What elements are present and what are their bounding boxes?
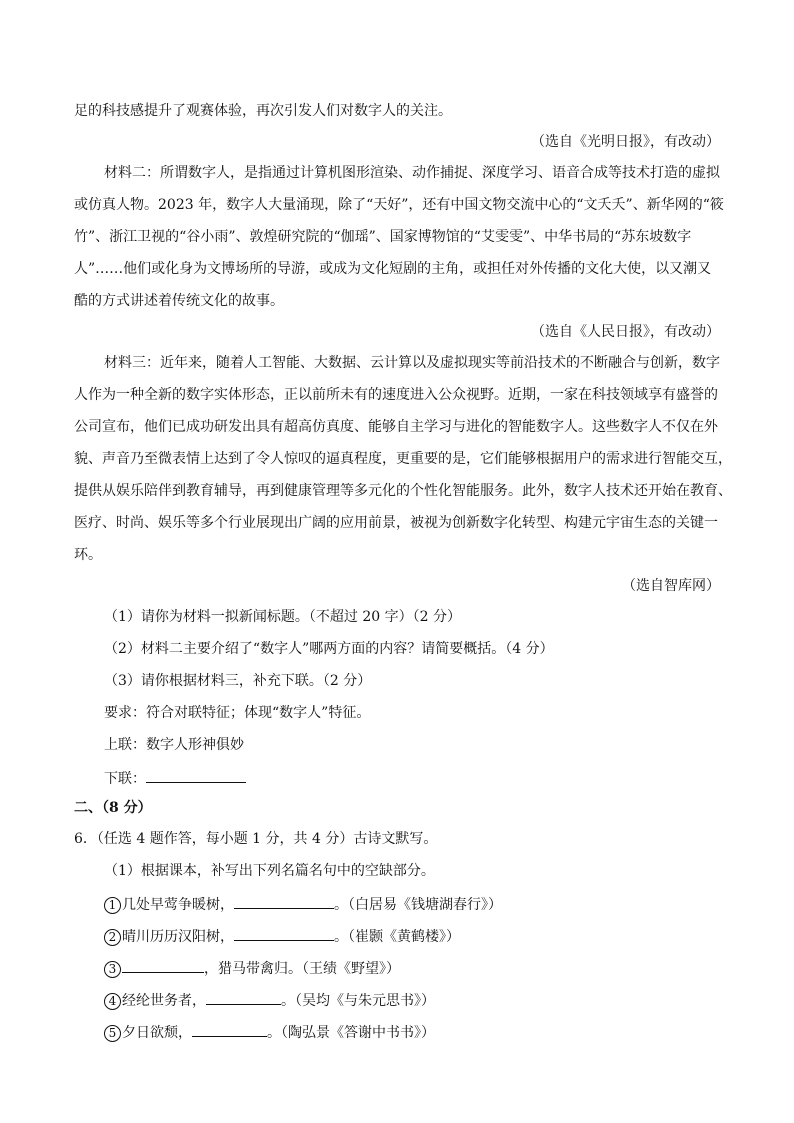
poem-line-5 (104, 1021, 435, 1043)
material3-line: 貌、声音乃至微表情上达到了令人惊叹的逼真程度，更重要的是，它们能够根据用户的需求进行智能交互， (74, 451, 732, 467)
poem-text-after: ，猎马带禽归。（王绩《野望》） (204, 961, 400, 977)
material3-line: 材料三：近年来，随着人工智能、大数据、云计算以及虚拟现实等前沿技术的不断融合与创新，数字 (104, 355, 720, 371)
circled-number: 4 (104, 993, 121, 1010)
question-6-1: （1）根据课本，补写出下列名篇名句中的空缺部分。 (104, 863, 435, 879)
source-citation: （选自智库网） (622, 578, 720, 594)
couplet-upper: 上联：数字人形神俱妙 (104, 737, 244, 753)
question-1: （1）请你为材料一拟新闻标题。（不超过 20 字）（2 分） (104, 609, 461, 625)
answer-blank[interactable] (234, 893, 334, 909)
poem-text-before: 几处早莺争暖树， (122, 897, 234, 913)
poem-text-after: 。（崔颢《黄鹤楼》） (334, 929, 460, 945)
circled-number: 1 (104, 897, 121, 914)
poem-line-1 (104, 893, 502, 915)
poem-line-3 (104, 957, 400, 979)
section-heading: 二、（8 分） (74, 800, 152, 816)
question-requirement: 要求：符合对联特征；体现“数字人”特征。 (104, 705, 371, 721)
poem-text-after: 。（陶弘景《答谢中书书》） (267, 1025, 435, 1041)
poem-line-2 (104, 925, 460, 947)
poem-text-before: 夕日欲颓， (122, 1025, 192, 1041)
poem-text-before: 经纶世务者， (122, 993, 206, 1009)
material3-line: 公司宣布，他们已成功研发出具有超高仿真度、能够自主学习与进化的智能数字人。这些数字人不仅在外 (74, 419, 718, 435)
material2-line: 酷的方式讲述着传统文化的故事。 (74, 293, 284, 309)
material3-line: 医疗、时尚、娱乐等多个行业展现出广阔的应用前景，被视为创新数字化转型、构建元宇宙生态的关键一 (74, 515, 718, 531)
answer-blank[interactable] (192, 1021, 267, 1037)
circled-number: 5 (104, 1025, 121, 1042)
answer-blank[interactable] (146, 767, 246, 783)
circled-number: 3 (104, 961, 121, 978)
question-2: （2）材料二主要介绍了“数字人”哪两方面的内容？请简要概括。（4 分） (104, 641, 554, 657)
poem-text-after: 。（吴均《与朱元思书》） (281, 993, 435, 1009)
material2-line: 或仿真人物。2023 年，数字人大量涌现，除了“天好”，还有中国文物交流中心的“文夭夭”、新华网的“筱 (74, 197, 724, 213)
source-citation: （选自《人民日报》，有改动） (531, 324, 720, 340)
circled-number: 2 (104, 929, 121, 946)
answer-blank[interactable] (206, 989, 281, 1005)
couplet-lower-label: 下联： (104, 771, 146, 787)
material3-line: 环。 (74, 547, 102, 563)
material3-line: 提供从娱乐陪伴到教育辅导，再到健康管理等多元化的个性化智能服务。此外，数字人技术还开始在教育、 (74, 483, 732, 499)
answer-blank[interactable] (234, 925, 334, 941)
paragraph-line: 足的科技感提升了观赛体验，再次引发人们对数字人的关注。 (74, 103, 452, 119)
question-3: （3）请你根据材料三，补充下联。（2 分） (104, 673, 372, 689)
poem-text-after: 。（白居易《钱塘湖春行》） (334, 897, 502, 913)
couplet-lower (104, 767, 246, 789)
question-6: 6．（任选 4 题作答，每小题 1 分，共 4 分）古诗文默写。 (74, 831, 438, 847)
material2-line: 材料二：所谓数字人，是指通过计算机图形渲染、动作捕捉、深度学习、语音合成等技术打造的虚拟 (104, 165, 720, 181)
material3-line: 人作为一种全新的数字实体形态，正以前所未有的速度进入公众视野。近期，一家在科技领域享有盛誉的 (74, 387, 718, 403)
poem-line-4 (104, 989, 435, 1011)
poem-text-before: 晴川历历汉阳树， (122, 929, 234, 945)
source-citation: （选自《光明日报》，有改动） (531, 134, 720, 150)
material2-line: 人”……他们或化身为文博场所的导游，或成为文化短剧的主角，或担任对外传播的文化大使，以又潮又 (74, 261, 712, 277)
answer-blank[interactable] (122, 957, 204, 973)
material2-line: 竹”、浙江卫视的“谷小雨”、敦煌研究院的“伽瑶”、国家博物馆的“艾雯雯”、中华书局的“苏东坡数字 (74, 229, 692, 245)
